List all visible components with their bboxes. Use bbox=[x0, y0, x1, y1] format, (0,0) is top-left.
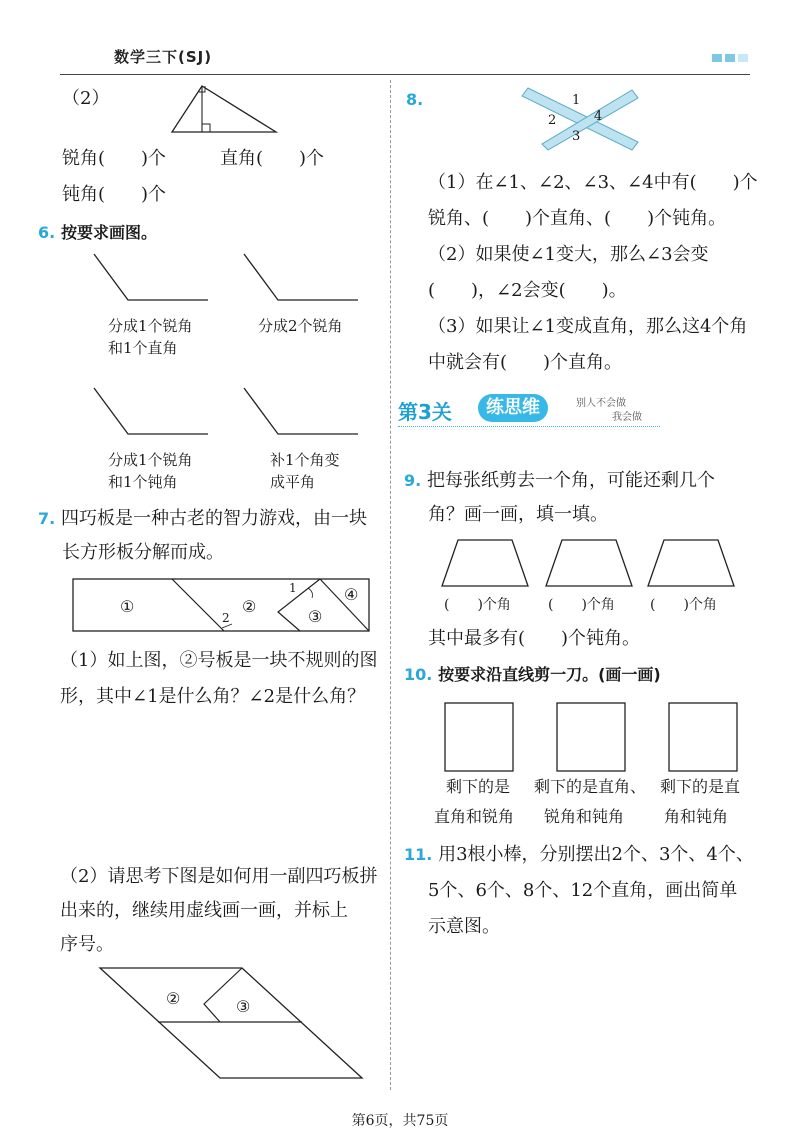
q8-angle-4: 4 bbox=[594, 109, 603, 124]
q5-right-count: 直角( )个 bbox=[220, 148, 325, 169]
q7-figure-piece-3: ③ bbox=[236, 997, 251, 1016]
q6-caption-1b: 和1个直角 bbox=[108, 339, 178, 357]
q8-angle-3: 3 bbox=[572, 129, 581, 144]
page-header bbox=[60, 38, 750, 75]
q7-piece-4: ④ bbox=[344, 585, 359, 604]
q10-title: 按要求沿直线剪一刀。(画一画) bbox=[438, 665, 661, 684]
q6-angle-4 bbox=[240, 386, 360, 438]
q6-caption-1a: 分成1个锐角 bbox=[108, 317, 193, 335]
q6-caption-3a: 分成1个锐角 bbox=[108, 451, 193, 469]
q9-number: 9. bbox=[404, 471, 422, 490]
q10-caption-3b: 角和钝角 bbox=[664, 807, 729, 826]
q7-angle-1-label: 1 bbox=[289, 581, 297, 595]
q7-piece-1: ① bbox=[120, 597, 135, 616]
q8-s1-line1: （1）在∠1、∠2、∠3、∠4中有( )个 bbox=[428, 172, 758, 193]
banner-subtitle-1: 别人不会做 bbox=[576, 398, 626, 409]
q10-caption-1b: 直角和锐角 bbox=[434, 807, 515, 826]
header-decoration bbox=[712, 54, 748, 62]
banner-subtitle-2: 我会做 bbox=[612, 412, 642, 423]
q11-line1 bbox=[404, 844, 754, 866]
q7-angle-2-label: 2 bbox=[222, 611, 230, 625]
q7-line1 bbox=[38, 508, 367, 530]
q6-caption-4a: 补1个角变 bbox=[270, 451, 340, 469]
q9-line3: 其中最多有( )个钝角。 bbox=[428, 628, 641, 649]
q7-s1-line2: 形，其中∠1是什么角？∠2是什么角？ bbox=[60, 686, 366, 707]
q6-title: 按要求画图。 bbox=[60, 223, 157, 242]
q7-s2-line1: （2）请思考下图是如何用一副四巧板拼 bbox=[60, 866, 378, 887]
q7-line2: 长方形板分解而成。 bbox=[62, 542, 224, 563]
q10-caption-2b: 锐角和钝角 bbox=[544, 807, 625, 826]
column-divider bbox=[390, 80, 391, 1090]
q6-caption-2: 分成2个锐角 bbox=[258, 317, 343, 335]
q7-piece-3: ③ bbox=[308, 607, 323, 626]
q11-text-1: 用3根小棒，分别摆出2个、3个、4个、 bbox=[438, 844, 754, 865]
q5-obtuse-count: 钝角( )个 bbox=[62, 184, 167, 205]
q5-part2-label: （2） bbox=[62, 88, 110, 109]
q6-angle-3 bbox=[90, 386, 210, 438]
q10-square-2 bbox=[556, 702, 626, 772]
banner-pill: 练思维 bbox=[478, 394, 548, 422]
page-footer: 第6页，共75页 bbox=[351, 1113, 449, 1129]
q7-figure-piece-2: ② bbox=[166, 989, 181, 1008]
q8-s2-line2: ( )，∠2会变( )。 bbox=[428, 280, 627, 301]
q9-trapezoid-1 bbox=[440, 538, 530, 590]
q9-caption-2: ( )个角 bbox=[548, 597, 615, 613]
q11-line2: 5个、6个、8个、12个直角，画出简单 bbox=[428, 880, 738, 901]
section-banner bbox=[398, 394, 660, 428]
q8-s1-line2: 锐角、( )个直角、( )个钝角。 bbox=[428, 208, 727, 229]
q11-number: 11. bbox=[404, 845, 433, 864]
q8-angle-1: 1 bbox=[572, 93, 581, 108]
q7-s2-line3: 序号。 bbox=[60, 934, 114, 955]
q5-triangle-figure bbox=[170, 82, 280, 136]
q11-line3: 示意图。 bbox=[428, 916, 500, 937]
q10-caption-1a: 剩下的是 bbox=[446, 777, 511, 796]
q9-line2: 角？画一画，填一填。 bbox=[428, 504, 608, 525]
q10-square-1 bbox=[444, 702, 514, 772]
q5-acute-count: 锐角( )个 bbox=[62, 148, 167, 169]
q6-angle-2 bbox=[240, 252, 360, 304]
q7-number: 7. bbox=[38, 509, 56, 528]
banner-title: 第3关 bbox=[398, 400, 452, 424]
q8-number: 8. bbox=[406, 90, 424, 109]
q7-parallelogram-figure bbox=[96, 964, 366, 1082]
header-title: 数学三下(SJ) bbox=[114, 48, 213, 66]
q9-trapezoid-3 bbox=[646, 538, 736, 590]
q9-trapezoid-2 bbox=[544, 538, 634, 590]
q10-square-3 bbox=[668, 702, 738, 772]
q6-number: 6. bbox=[38, 223, 56, 242]
q6-caption-3b: 和1个钝角 bbox=[108, 473, 178, 491]
q10-caption-2a: 剩下的是直角、 bbox=[534, 777, 647, 796]
q6-angle-1 bbox=[90, 252, 210, 304]
q9-text-1: 把每张纸剪去一个角，可能还剩几个 bbox=[426, 470, 715, 491]
q7-piece-2: ② bbox=[242, 597, 257, 616]
q10-caption-3a: 剩下的是直 bbox=[660, 777, 741, 796]
q7-text-1: 四巧板是一种古老的智力游戏，由一块 bbox=[60, 508, 367, 529]
q6-caption-4b: 成平角 bbox=[270, 473, 316, 491]
q9-line1 bbox=[404, 470, 715, 492]
q9-caption-1: ( )个角 bbox=[444, 597, 511, 613]
q7-s2-line2: 出来的，继续用虚线画一画，并标上 bbox=[60, 900, 348, 921]
q7-s1-line1: （1）如上图，②号板是一块不规则的图 bbox=[60, 650, 378, 671]
q8-s3-line1: （3）如果让∠1变成直角，那么这4个角 bbox=[428, 316, 748, 337]
q8-s3-line2: 中就会有( )个直角。 bbox=[428, 352, 623, 373]
q6-heading bbox=[38, 222, 157, 244]
q8-angle-2: 2 bbox=[548, 113, 557, 128]
q9-caption-3: ( )个角 bbox=[650, 597, 717, 613]
q8-s2-line1: （2）如果使∠1变大，那么∠3会变 bbox=[428, 244, 709, 265]
q10-heading bbox=[404, 664, 661, 686]
q10-number: 10. bbox=[404, 665, 433, 684]
